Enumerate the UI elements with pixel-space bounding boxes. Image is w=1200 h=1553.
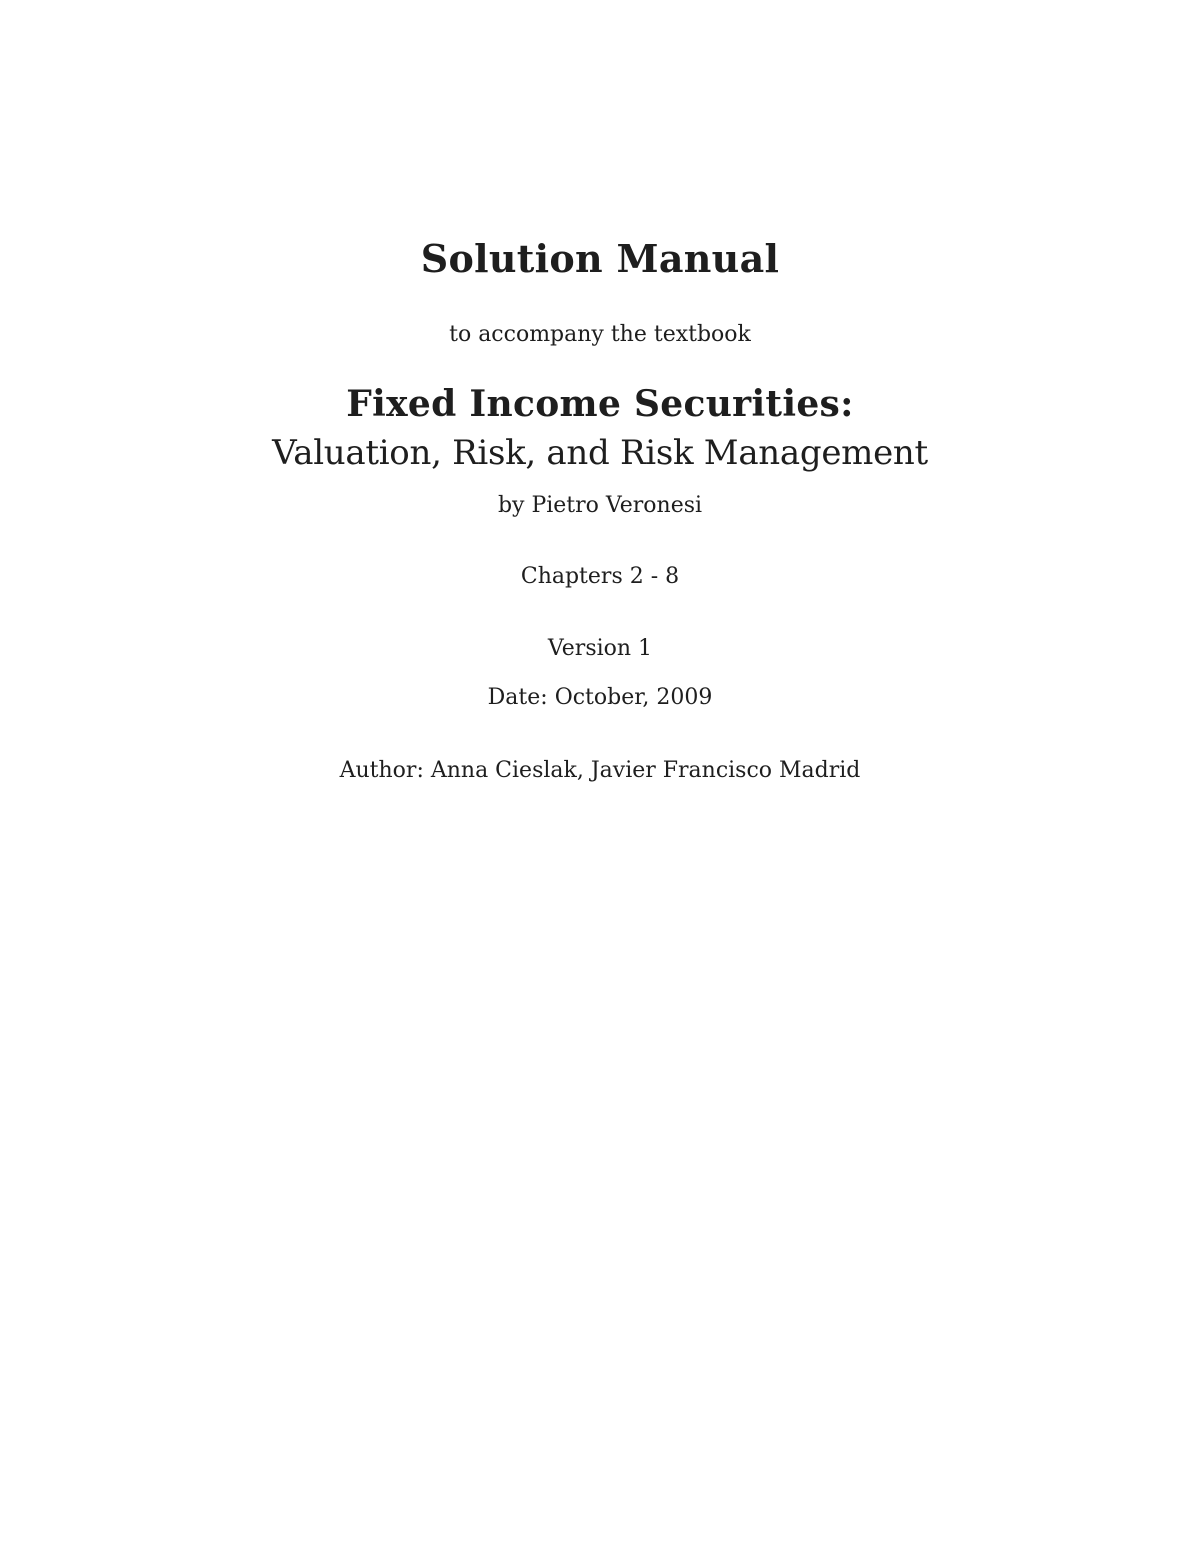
authors-label: Author: Anna Cieslak, Javier Francisco Madrid bbox=[339, 758, 861, 783]
date-label: Date: October, 2009 bbox=[487, 685, 713, 710]
book-subtitle: Valuation, Risk, and Risk Management bbox=[272, 433, 928, 473]
version-label: Version 1 bbox=[547, 636, 653, 661]
book-title: Fixed Income Securities: bbox=[346, 383, 854, 425]
manual-subtitle: to accompany the textbook bbox=[449, 322, 751, 347]
manual-title: Solution Manual bbox=[420, 236, 780, 281]
chapters-range: Chapters 2 - 8 bbox=[520, 564, 680, 589]
book-author: by Pietro Veronesi bbox=[497, 493, 703, 518]
